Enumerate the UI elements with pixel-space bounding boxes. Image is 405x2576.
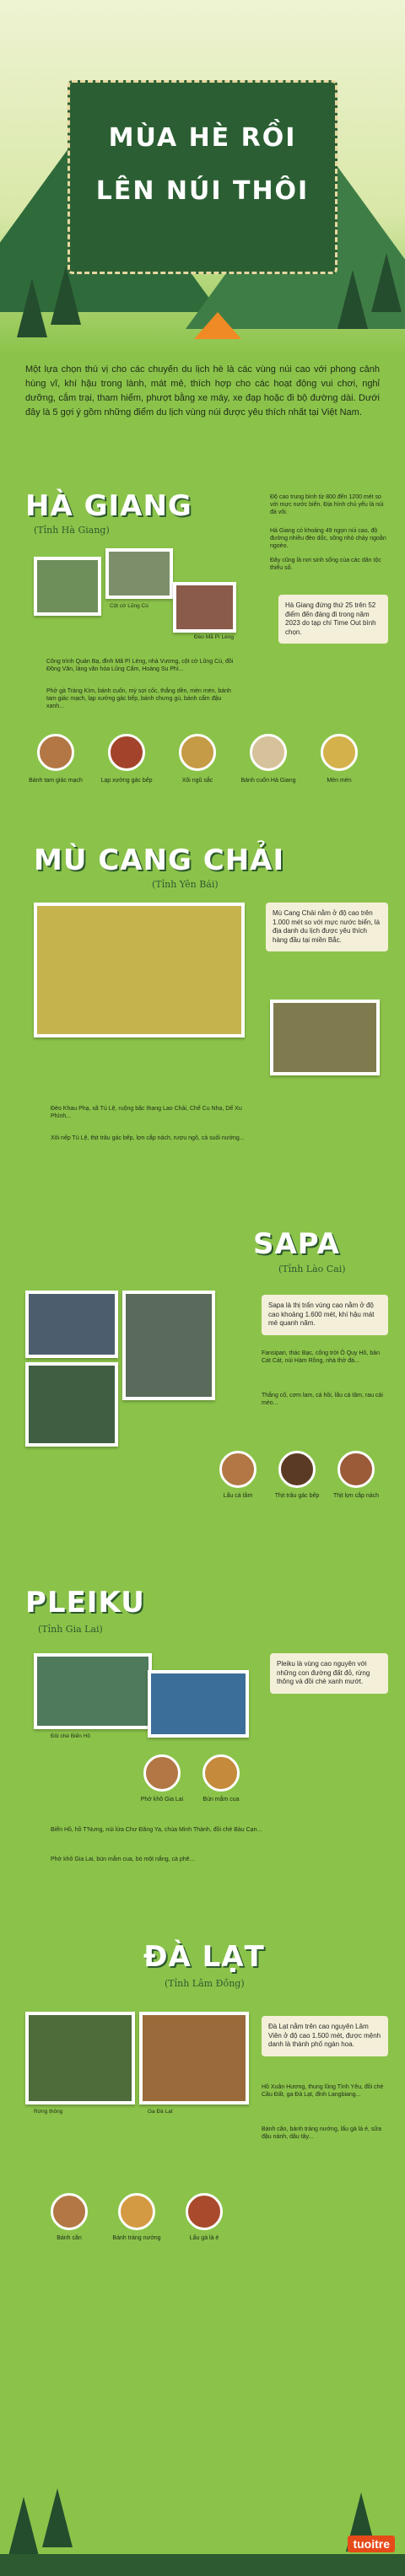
food-photo <box>186 2193 223 2230</box>
food-photo <box>250 734 287 771</box>
photo <box>25 1291 118 1358</box>
section-province: (Tỉnh Yên Bái) <box>152 879 219 890</box>
food-photo <box>321 734 358 771</box>
tree-icon <box>42 2488 73 2547</box>
food-photo <box>219 1451 256 1488</box>
food-label: Xôi ngũ sắc <box>181 778 213 784</box>
section-province: (Tỉnh Gia Lai) <box>38 1624 103 1635</box>
photo-caption: Đèo Mã Pì Lèng <box>194 634 234 640</box>
food-label: Thịt trâu gác bếp <box>274 1493 320 1499</box>
photo-caption: Đồi chè Biển Hồ <box>51 1733 90 1739</box>
food-photo <box>143 1754 181 1792</box>
info-card: Sapa là thị trấn vùng cao nằm ở độ cao khoảng 1.600 mét, khí hậu mát mẻ quanh năm. <box>262 1295 388 1335</box>
food-label: Lạp xưởng gác bếp <box>100 778 153 784</box>
footer-band <box>0 2554 405 2576</box>
tree-icon <box>51 266 81 325</box>
food-label: Mèn mén <box>327 778 352 784</box>
section-title-pleiku: PLEIKU <box>25 1586 145 1619</box>
brand-logo: tuoitre <box>348 2536 395 2552</box>
photo-caption: Ga Đà Lạt <box>148 2109 173 2115</box>
food-note: Thắng cố, cơm lam, cá hồi, lẩu cá tầm, rau cải mèo... <box>262 1393 383 1406</box>
title-line-2: LÊN NÚI THÔI <box>95 176 310 206</box>
food-note: Phở khô Gia Lai, bún mắm cua, bò một nắng, cà phê... <box>51 1857 195 1862</box>
food-note: Bánh căn, bánh tráng nướng, lẩu gà lá é, sữa đậu nành, dâu tây... <box>262 2126 382 2140</box>
places-note: Biển Hồ, hồ T'Nưng, núi lửa Chư Đăng Ya, chùa Minh Thành, đồi chè Bàu Cạn... <box>51 1827 262 1833</box>
tree-icon <box>338 270 368 329</box>
info-card: Hà Giang đứng thứ 25 trên 52 điểm đến đáng đi trong năm 2023 do tạp chí Time Out bình chọn. <box>278 595 388 644</box>
food-photo <box>278 1451 316 1488</box>
tree-icon <box>17 278 47 337</box>
food-photo <box>118 2193 155 2230</box>
photo <box>105 548 173 599</box>
info-card: Mù Cang Chải nằm ở độ cao trên 1.000 mét so với mực nước biển, là địa danh du lịch được yêu thích hàng đầu tại miền Bắc. <box>266 903 388 951</box>
section-province: (Tỉnh Lào Cai) <box>278 1264 346 1275</box>
photo <box>34 557 101 616</box>
photo <box>139 2012 249 2104</box>
food-photo <box>51 2193 88 2230</box>
food-label: Thịt lợn cắp nách <box>332 1493 379 1499</box>
food-note: Xôi nếp Tú Lệ, thịt trâu gác bếp, lợn cắp nách, rượu ngô, cá suối nướng... <box>51 1135 245 1141</box>
photo <box>34 903 245 1037</box>
photo-caption: Cột cờ Lũng Cú <box>110 603 148 609</box>
photo <box>148 1670 249 1738</box>
food-label: Bánh cuốn Hà Giang <box>240 778 296 784</box>
places-note: Hồ Xuân Hương, thung lũng Tình Yêu, đồi chè Cầu Đất, ga Đà Lạt, đỉnh Langbiang... <box>262 2084 384 2098</box>
fact-note: Hà Giang có khoảng 49 ngọn núi cao, độ đường nhiều đèo dốc, sông nhỏ chảy ngoằn ngoèo. <box>270 528 386 549</box>
photo <box>122 1291 215 1400</box>
section-title-sapa: SAPA <box>253 1227 340 1261</box>
food-photo <box>202 1754 240 1792</box>
food-photo <box>179 734 216 771</box>
food-photo <box>108 734 145 771</box>
title-sign <box>68 80 338 274</box>
intro-paragraph: Một lựa chọn thú vị cho các chuyến du lịch hè là các vùng núi cao với phong cảnh hùng vĩ, khí hậu trong lành, mát mẻ, thích hợp cho các hoạt động vui chơi, nghỉ dưỡng, cắm trại, tham hiểm, phượt bằng xe máy, xe đạp hoặc đi bộ đường dài. Dưới đây là 5 gợi ý gồm những điểm du lịch vùng núi được yêu thích nhất tại Việt Nam. <box>25 364 380 418</box>
food-label: Bánh tráng nướng <box>112 2235 161 2241</box>
tent-icon <box>194 312 241 339</box>
tree-icon <box>8 2497 39 2556</box>
section-title-mu-cang-chai: MÙ CANG CHẢI <box>34 843 285 877</box>
fact-note: Đây cũng là nơi sinh sống của các dân tộc thiểu số. <box>270 558 381 571</box>
food-label: Bánh căn <box>57 2235 82 2241</box>
fact-note: Độ cao trung bình từ 800 đến 1200 mét so với mực nước biển. Địa hình chủ yếu là núi đá vôi. <box>270 494 384 515</box>
section-province: (Tỉnh Lâm Đồng) <box>165 1978 245 1989</box>
places-note: Công trình Quản Bạ, đỉnh Mã Pì Lèng, nhà Vương, cột cờ Lũng Cú, đồi Đồng Văn, làng văn hóa Lũng Cẩm, Hoàng Su Phì... <box>46 659 234 672</box>
photo <box>25 1362 118 1447</box>
food-photo <box>338 1451 375 1488</box>
food-label: Lẩu gà lá é <box>189 2235 219 2241</box>
food-note: Phở gà Tràng Kìm, bánh cuốn, mỳ sợi cốc, thắng dền, mèn mén, bánh tam giác mạch, lạp xưởng gác bếp, bánh chưng gù, bánh cẩm đậu xanh... <box>46 688 231 709</box>
photo <box>25 2012 135 2104</box>
tree-icon <box>371 253 402 312</box>
food-photo <box>37 734 74 771</box>
info-card: Đà Lạt nằm trên cao nguyên Lâm Viên ở độ cao 1.500 mét, được mệnh danh là thành phố ngàn hoa. <box>262 2016 388 2056</box>
food-label: Bánh tam giác mạch <box>29 778 83 784</box>
section-title-da-lat: ĐÀ LẠT <box>143 1940 265 1974</box>
food-label: Lẩu cá tầm <box>223 1493 253 1499</box>
places-note: Đèo Khau Phạ, xã Tú Lệ, ruộng bậc thang Lao Chải, Chế Cu Nha, Dế Xu Phình... <box>51 1106 242 1119</box>
info-card: Pleiku là vùng cao nguyên với những con đường đất đỏ, rừng thông và đồi chè xanh mướt. <box>270 1653 388 1694</box>
section-title-ha-giang: HÀ GIANG <box>25 489 192 523</box>
photo-caption: Rừng thông <box>34 2109 63 2115</box>
food-label: Phở khô Gia Lai <box>140 1797 184 1803</box>
photo <box>270 1000 380 1075</box>
food-label: Bún mắm cua <box>202 1797 240 1803</box>
photo <box>34 1653 152 1729</box>
title-line-1: MÙA HÈ RỒI <box>108 123 297 153</box>
photo <box>173 582 236 633</box>
places-note: Fansipan, thác Bạc, cổng trời Ô Quy Hồ, bản Cát Cát, núi Hàm Rồng, nhà thờ đá... <box>262 1350 380 1364</box>
section-province: (Tỉnh Hà Giang) <box>34 525 110 536</box>
